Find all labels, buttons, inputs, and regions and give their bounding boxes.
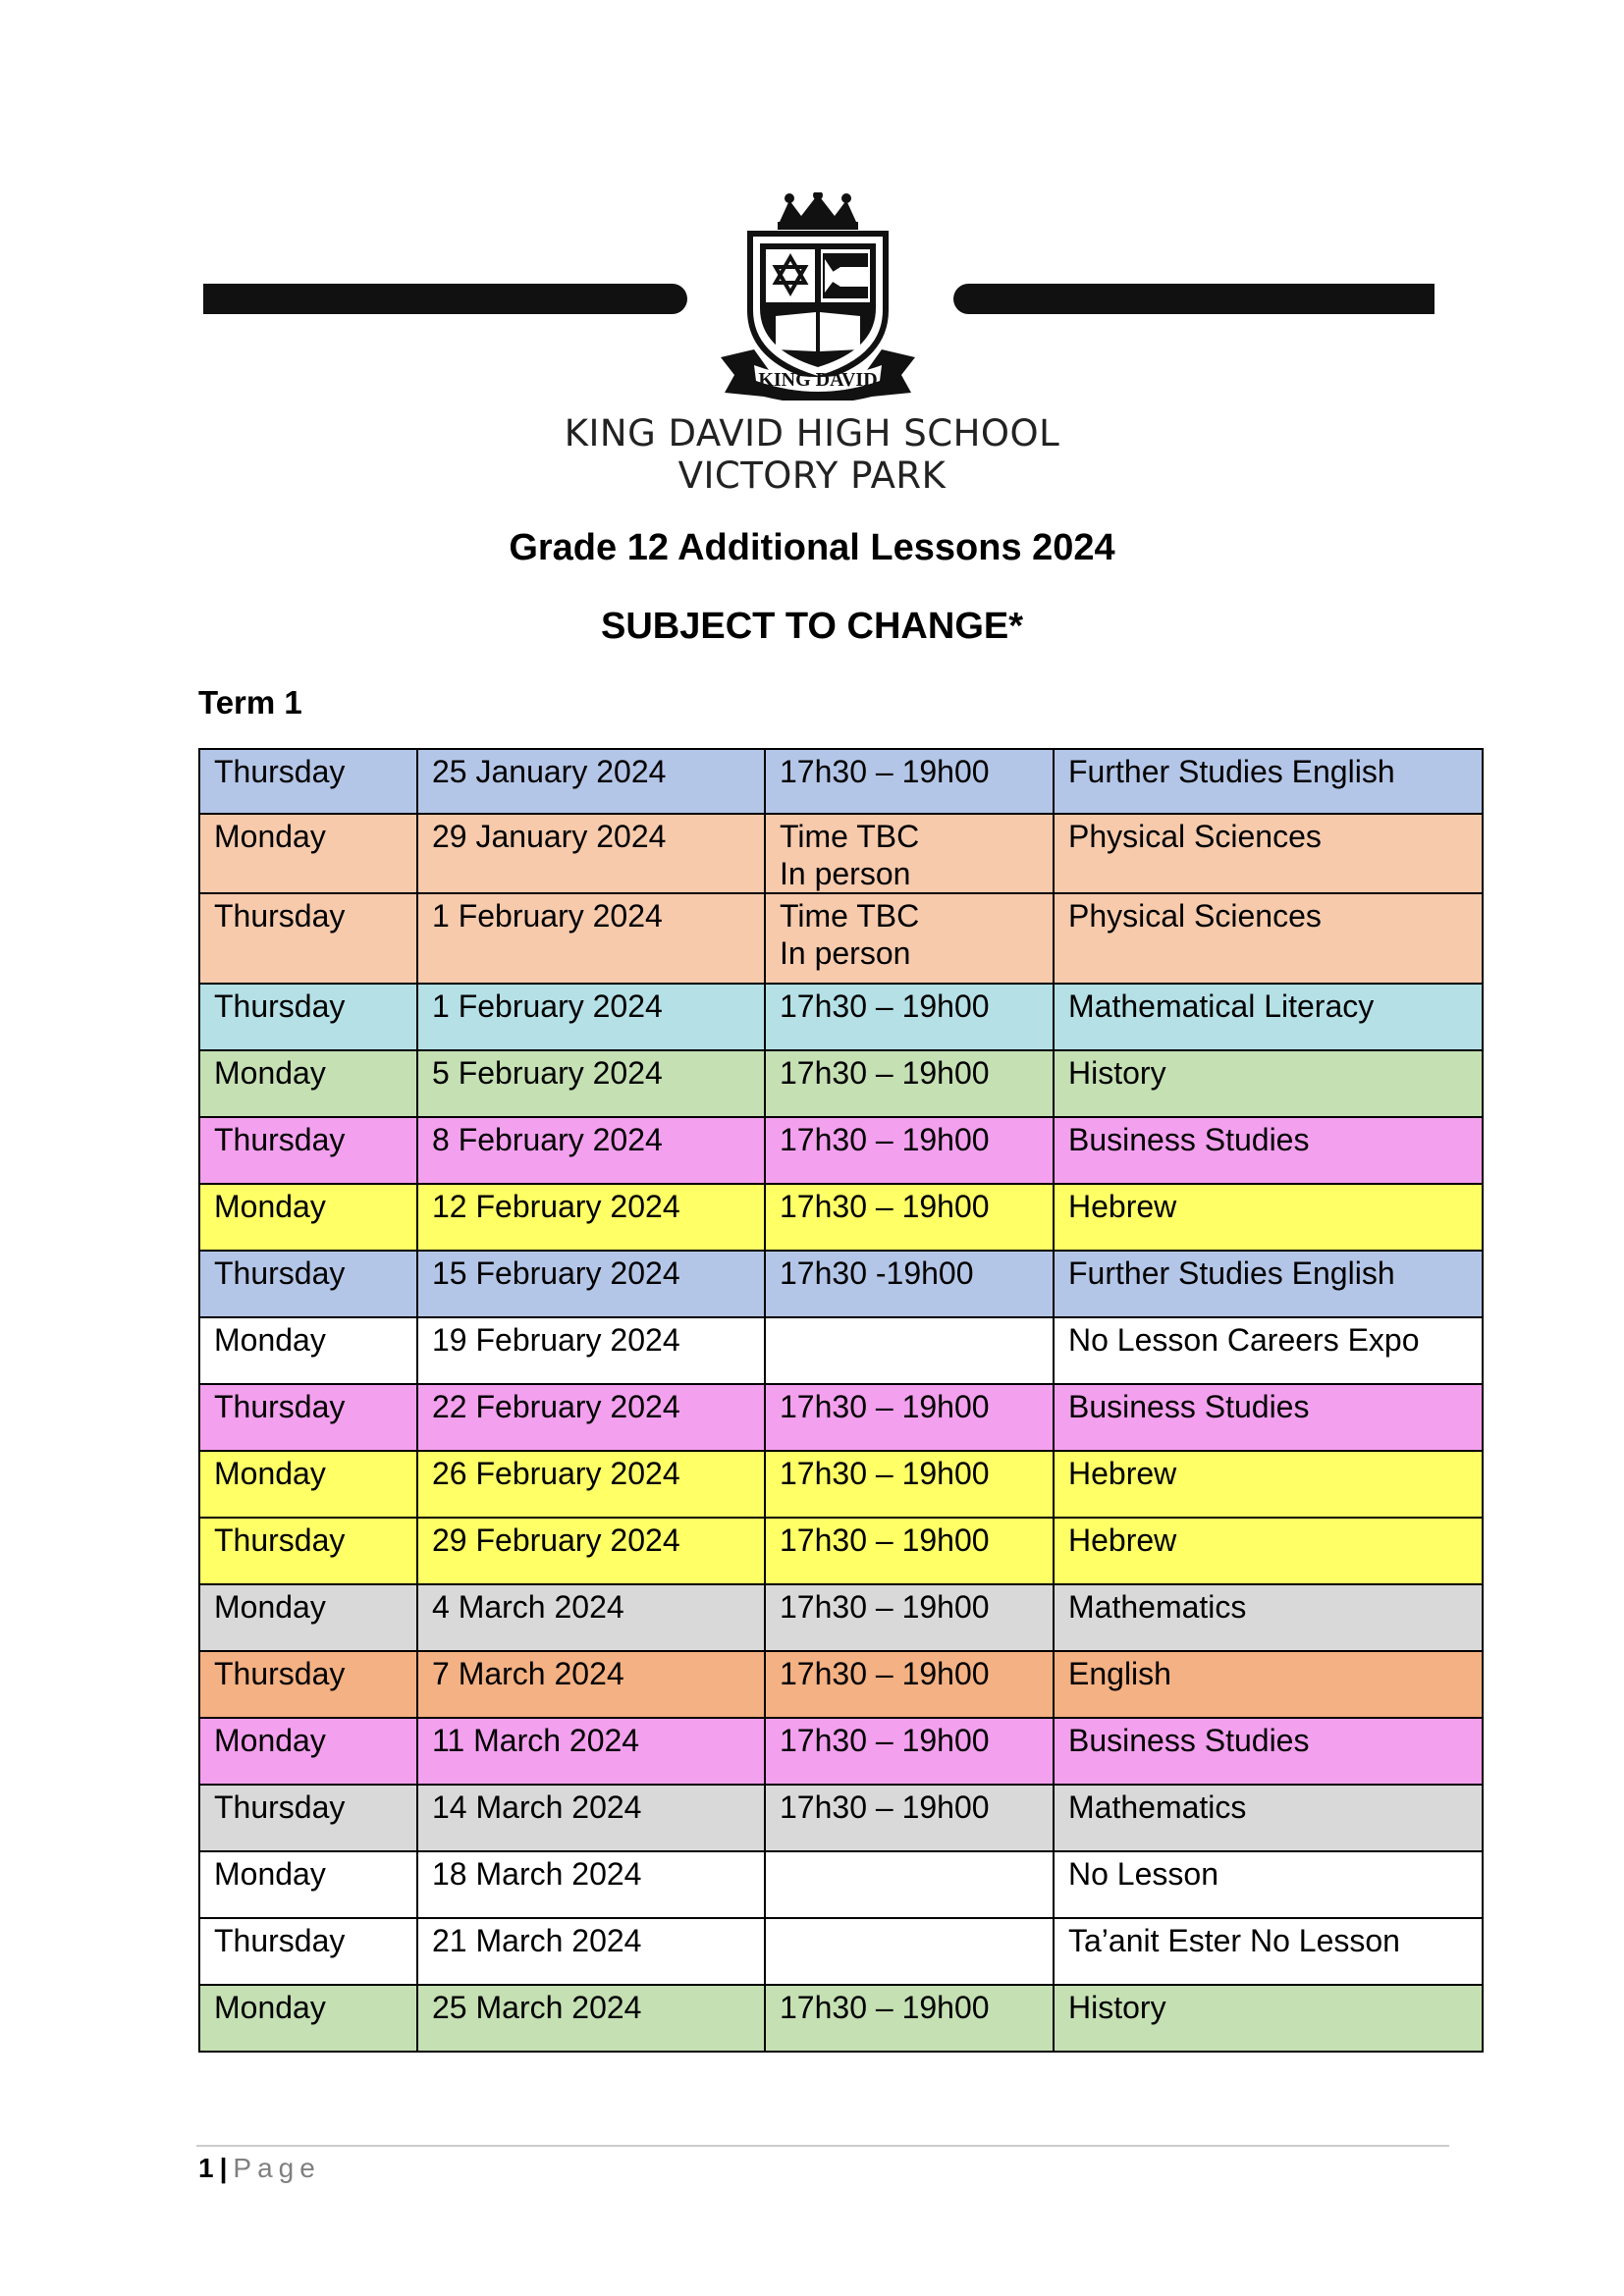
cell-time: 17h30 – 19h00	[765, 1518, 1054, 1584]
cell-time: 17h30 – 19h00	[765, 1451, 1054, 1518]
cell-subject: Further Studies English	[1054, 749, 1483, 814]
cell-subject: No Lesson Careers Expo	[1054, 1317, 1483, 1384]
school-name-line2: VICTORY PARK	[677, 454, 947, 497]
cell-day: Monday	[199, 1184, 417, 1251]
cell-date: 21 March 2024	[417, 1918, 765, 1985]
table-row	[199, 1851, 1483, 1918]
cell-date: 19 February 2024	[417, 1317, 765, 1384]
page-footer	[198, 2153, 321, 2184]
header-rule-left	[203, 284, 687, 314]
cell-day: Thursday	[199, 893, 417, 984]
school-crest-logo	[715, 192, 921, 400]
document-title: Grade 12 Additional Lessons 2024	[509, 527, 1115, 568]
cell-time: 17h30 – 19h00	[765, 1184, 1054, 1251]
cell-time: 17h30 – 19h00	[765, 1584, 1054, 1651]
cell-time: 17h30 – 19h00	[765, 1050, 1054, 1117]
cell-date: 26 February 2024	[417, 1451, 765, 1518]
cell-day: Thursday	[199, 984, 417, 1050]
cell-time	[765, 1918, 1054, 1985]
cell-day: Thursday	[199, 1785, 417, 1851]
cell-day: Monday	[199, 1584, 417, 1651]
cell-time: 17h30 – 19h00	[765, 749, 1054, 814]
cell-subject: No Lesson	[1054, 1851, 1483, 1918]
cell-subject: Mathematical Literacy	[1054, 984, 1483, 1050]
cell-date: 15 February 2024	[417, 1251, 765, 1317]
cell-day: Monday	[199, 1451, 417, 1518]
cell-time: 17h30 – 19h00	[765, 1718, 1054, 1785]
cell-subject: Business Studies	[1054, 1718, 1483, 1785]
cell-time: 17h30 – 19h00	[765, 984, 1054, 1050]
table-row	[199, 749, 1483, 814]
cell-date: 25 January 2024	[417, 749, 765, 814]
cell-day: Monday	[199, 1851, 417, 1918]
cell-subject: Business Studies	[1054, 1117, 1483, 1184]
cell-subject: Business Studies	[1054, 1384, 1483, 1451]
cell-day: Thursday	[199, 1651, 417, 1718]
table-row	[199, 1718, 1483, 1785]
cell-date: 7 March 2024	[417, 1651, 765, 1718]
table-row	[199, 1251, 1483, 1317]
table-row	[199, 1785, 1483, 1851]
cell-day: Monday	[199, 814, 417, 893]
table-row	[199, 1651, 1483, 1718]
footer-separator: |	[219, 2153, 228, 2183]
cell-date: 29 February 2024	[417, 1518, 765, 1584]
cell-time: 17h30 – 19h00	[765, 1384, 1054, 1451]
cell-date: 18 March 2024	[417, 1851, 765, 1918]
table-row	[199, 1918, 1483, 1985]
cell-time: Time TBC In person	[765, 893, 1054, 984]
cell-subject: History	[1054, 1985, 1483, 2052]
cell-time: 17h30 – 19h00	[765, 1117, 1054, 1184]
table-row	[199, 1985, 1483, 2052]
cell-subject: Further Studies English	[1054, 1251, 1483, 1317]
cell-time: 17h30 – 19h00	[765, 1651, 1054, 1718]
cell-date: 22 February 2024	[417, 1384, 765, 1451]
cell-day: Thursday	[199, 1918, 417, 1985]
cell-subject: History	[1054, 1050, 1483, 1117]
cell-day: Monday	[199, 1985, 417, 2052]
cell-time: Time TBC In person	[765, 814, 1054, 893]
lesson-schedule-table	[198, 748, 1484, 2053]
cell-date: 29 January 2024	[417, 814, 765, 893]
cell-time: 17h30 – 19h00	[765, 1985, 1054, 2052]
crest-banner-text: KING DAVID	[758, 369, 878, 391]
subject-to-change-notice: SUBJECT TO CHANGE*	[600, 606, 1024, 647]
cell-date: 8 February 2024	[417, 1117, 765, 1184]
cell-day: Thursday	[199, 1117, 417, 1184]
page-label: Page	[233, 2153, 321, 2183]
cell-date: 4 March 2024	[417, 1584, 765, 1651]
table-row	[199, 1384, 1483, 1451]
cell-subject: Hebrew	[1054, 1451, 1483, 1518]
table-row	[199, 984, 1483, 1050]
school-name-line1: KING DAVID HIGH SCHOOL	[564, 412, 1060, 454]
cell-subject: English	[1054, 1651, 1483, 1718]
cell-day: Monday	[199, 1050, 417, 1117]
cell-date: 11 March 2024	[417, 1718, 765, 1785]
table-row	[199, 1050, 1483, 1117]
cell-date: 25 March 2024	[417, 1985, 765, 2052]
footer-rule	[196, 2145, 1449, 2147]
table-row	[199, 1518, 1483, 1584]
cell-time	[765, 1317, 1054, 1384]
cell-subject: Physical Sciences	[1054, 893, 1483, 984]
cell-subject: Ta’anit Ester No Lesson	[1054, 1918, 1483, 1985]
cell-time: 17h30 -19h00	[765, 1251, 1054, 1317]
table-row	[199, 814, 1483, 893]
cell-day: Thursday	[199, 749, 417, 814]
cell-day: Thursday	[199, 1384, 417, 1451]
table-row	[199, 1317, 1483, 1384]
cell-day: Thursday	[199, 1251, 417, 1317]
cell-day: Monday	[199, 1718, 417, 1785]
cell-time	[765, 1851, 1054, 1918]
table-row	[199, 1117, 1483, 1184]
cell-subject: Mathematics	[1054, 1584, 1483, 1651]
cell-date: 1 February 2024	[417, 893, 765, 984]
cell-day: Thursday	[199, 1518, 417, 1584]
page-number: 1	[198, 2153, 214, 2183]
term-heading: Term 1	[198, 684, 302, 721]
table-row	[199, 893, 1483, 984]
cell-subject: Physical Sciences	[1054, 814, 1483, 893]
table-row	[199, 1584, 1483, 1651]
cell-time: 17h30 – 19h00	[765, 1785, 1054, 1851]
table-row	[199, 1451, 1483, 1518]
cell-date: 12 February 2024	[417, 1184, 765, 1251]
cell-date: 1 February 2024	[417, 984, 765, 1050]
cell-day: Monday	[199, 1317, 417, 1384]
cell-subject: Hebrew	[1054, 1518, 1483, 1584]
cell-subject: Mathematics	[1054, 1785, 1483, 1851]
header-rule-right	[953, 284, 1435, 314]
table-row	[199, 1184, 1483, 1251]
cell-date: 14 March 2024	[417, 1785, 765, 1851]
cell-subject: Hebrew	[1054, 1184, 1483, 1251]
cell-date: 5 February 2024	[417, 1050, 765, 1117]
